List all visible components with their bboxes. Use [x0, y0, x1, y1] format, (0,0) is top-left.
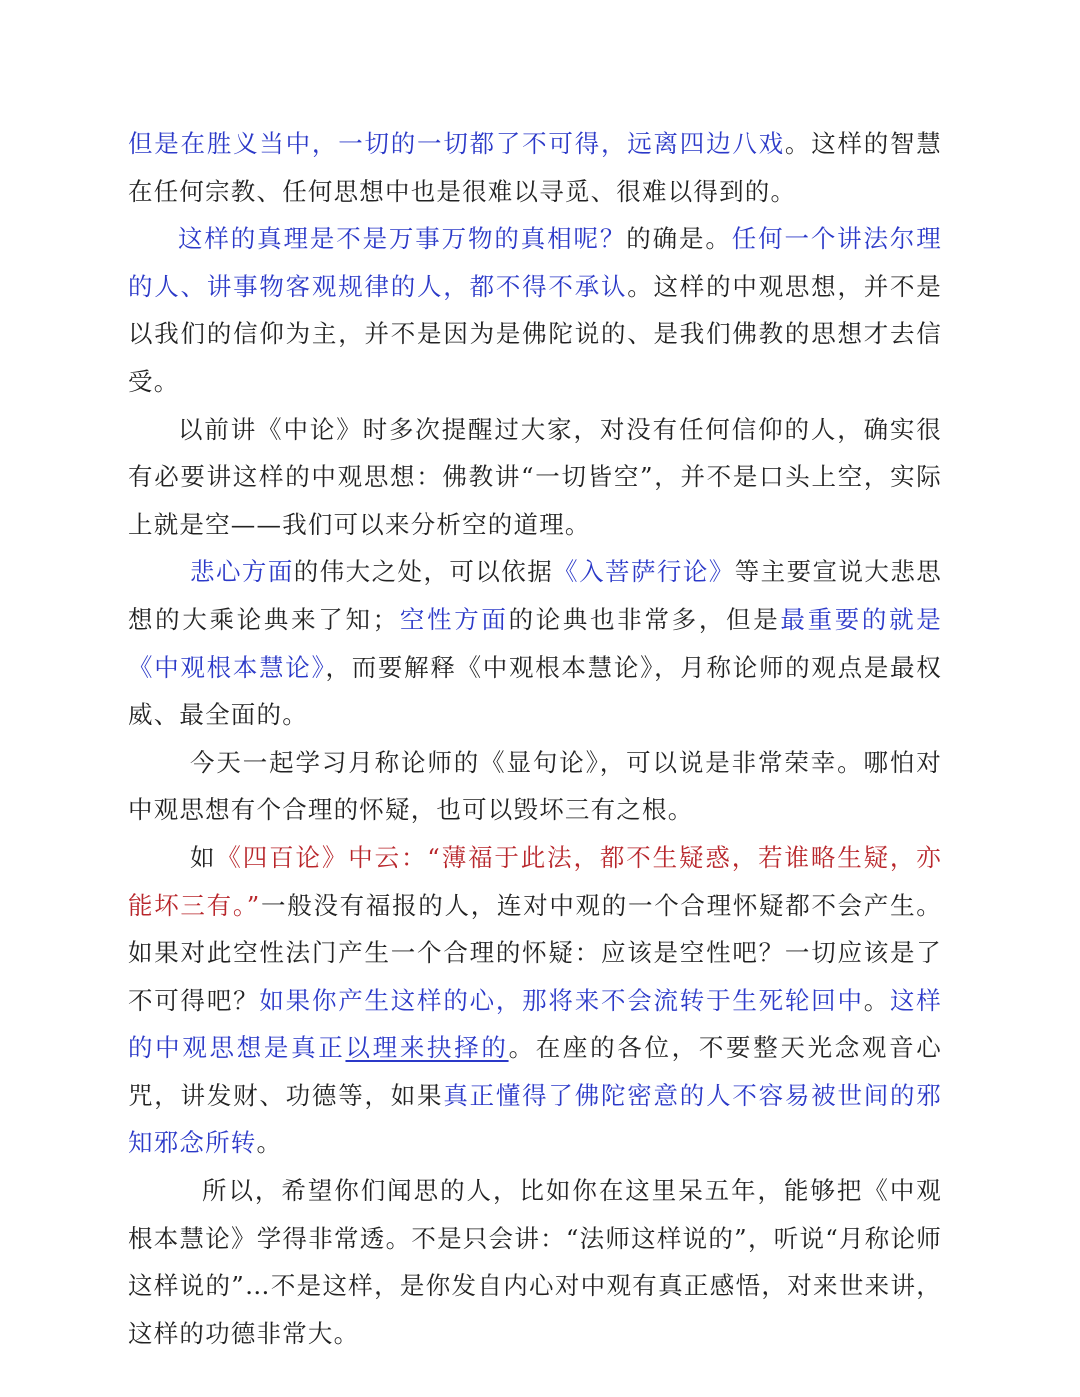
blue-highlight-run: 任何一个讲法尔理的人、讲事物客观规律的人，都不得不承认 [128, 224, 942, 301]
text-run: 今天一起学习月称论师的《显句论》，可以说是非常荣幸。哪怕对中观思想有个合理的怀疑，也可以毁坏三有之根。 [128, 747, 942, 825]
text-run: 。这样的智慧在任何宗教、任何思想中也是很难以寻觅、很难以得到的。 [128, 129, 943, 206]
blue-highlight-run: 如果你产生这样的心，那将来不会流转于生死轮回中 [259, 985, 864, 1015]
blue-highlight-run: 这样的中观思想是真正 [128, 985, 943, 1063]
paragraph-4 [128, 548, 942, 738]
blue-highlight-run: 但是在胜义当中，一切的一切都了不可得，远离四边八戏 [128, 129, 785, 158]
blue-highlight-run: 真正懂得了佛陀密意的人不容易被世间的邪知邪念所转 [128, 1080, 942, 1158]
text-run: 。 [256, 1128, 283, 1158]
text-run: 。在座的各位，不要整天光念观音心咒，讲发财、功德等，如果 [128, 1033, 942, 1110]
text-run: 以前讲《中论》时多次提醒过大家，对没有任何信仰的人，确实很有必要讲这样的中观思想：佛教讲“一切皆空”，并不是口头上空，实际上就是空——我们可以来分析空的道理。 [128, 414, 942, 539]
blue-highlight-run: 悲心方面 [190, 557, 294, 587]
blue-highlight-run: 空性方面 [398, 604, 509, 634]
text-run: 。这样的中观思想，并不是以我们的信仰为主，并不是因为是佛陀说的、是我们佛教的思想才去信受。 [128, 271, 942, 396]
paragraph-3 [128, 406, 942, 549]
blue-highlight-run: 《入菩萨行论》 [553, 557, 735, 587]
paragraph-7 [128, 1167, 942, 1357]
paragraph-2 [128, 215, 942, 405]
paragraph-1 [128, 120, 942, 215]
text-run: 所以，希望你们闻思的人，比如你在这里呆五年，能够把《中观根本慧论》学得非常透。不是只会讲：“法师这样说的”，听说“月称论师这样说的”…不是这样，是你发自内心对中观有真正感悟，对来世来讲，这样的功德非常大。 [128, 1176, 942, 1348]
text-run: 如 [190, 842, 217, 872]
paragraph-6 [128, 834, 942, 1167]
blue-highlight-run: 这样的真理是不是万事万物的真相呢？ [178, 224, 627, 254]
text-run: 一般没有福报的人，连对中观的一个合理怀疑都不会产生。如果对此空性法门产生一个合理的怀疑：应该是空性吧？一切应该是了不可得吧？ [128, 890, 942, 1015]
blue-highlight-run: 最重要的就是《中观根本慧论》 [128, 604, 943, 682]
text-run: 的伟大之处，可以依据 [293, 557, 554, 587]
paragraph-5 [128, 739, 942, 834]
text-run: 的论典也非常多，但是 [508, 604, 781, 634]
document-body [128, 120, 942, 1357]
text-run: 等主要宣说大悲思想的大乘论典来了知； [128, 557, 943, 634]
text-run: ，而要解释《中观根本慧论》，月称论师的观点是最权威、最全面的。 [128, 652, 942, 730]
red-highlight-run: 《四百论》中云：“薄福于此法，都不生疑惑，若谁略生疑，亦能坏三有。” [128, 842, 943, 920]
text-run: 的确是。 [626, 224, 732, 254]
text-run: 。 [863, 985, 891, 1015]
blue-highlight-run: 以理来抉择的 [345, 1033, 509, 1063]
